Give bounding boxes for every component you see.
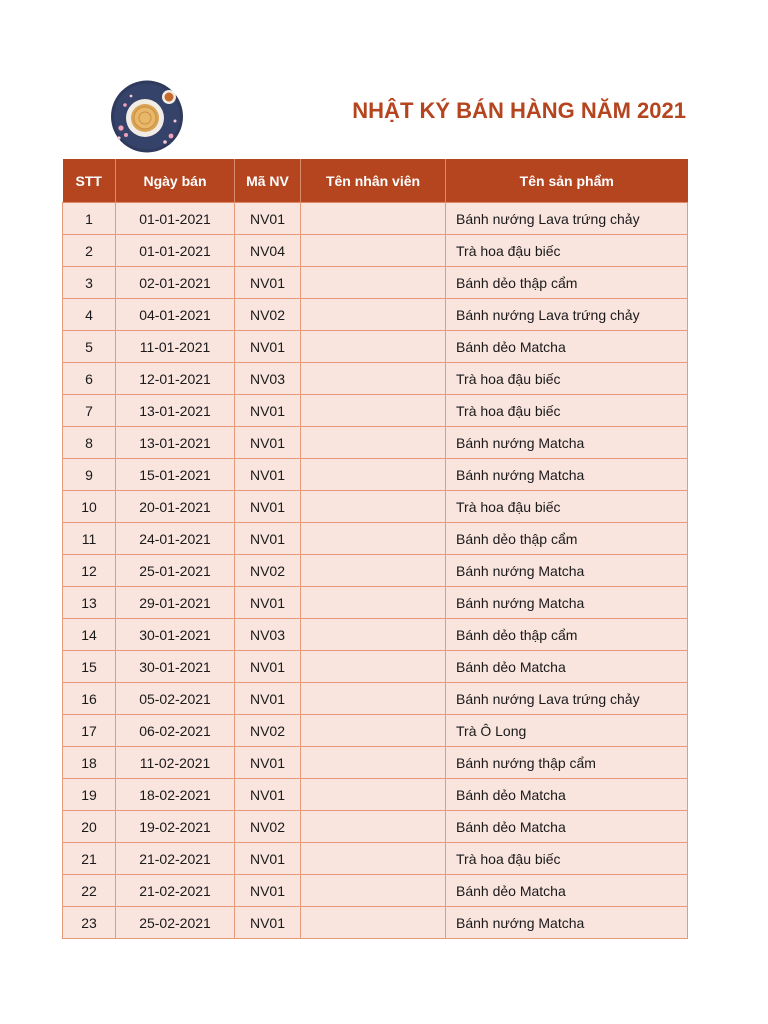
cell-employee-id: NV01 bbox=[235, 843, 301, 875]
cell-stt: 11 bbox=[63, 523, 116, 555]
table-row bbox=[63, 875, 688, 907]
cell-employee-id: NV01 bbox=[235, 267, 301, 299]
table-row bbox=[63, 363, 688, 395]
cell-employee-id: NV01 bbox=[235, 907, 301, 939]
cell-product-name: Bánh nướng Matcha bbox=[446, 907, 688, 939]
cell-sale-date: 13-01-2021 bbox=[116, 395, 235, 427]
cell-stt: 9 bbox=[63, 459, 116, 491]
cell-employee-name bbox=[301, 587, 446, 619]
table-row bbox=[63, 331, 688, 363]
cell-sale-date: 25-01-2021 bbox=[116, 555, 235, 587]
table-row bbox=[63, 715, 688, 747]
table-row bbox=[63, 907, 688, 939]
cell-employee-name bbox=[301, 299, 446, 331]
cell-employee-name bbox=[301, 363, 446, 395]
cell-sale-date: 01-01-2021 bbox=[116, 203, 235, 235]
cell-employee-name bbox=[301, 683, 446, 715]
cell-product-name: Trà hoa đậu biếc bbox=[446, 843, 688, 875]
cell-sale-date: 06-02-2021 bbox=[116, 715, 235, 747]
cell-employee-id: NV01 bbox=[235, 523, 301, 555]
cell-stt: 13 bbox=[63, 587, 116, 619]
cell-stt: 5 bbox=[63, 331, 116, 363]
table-row bbox=[63, 203, 688, 235]
table-row bbox=[63, 811, 688, 843]
cell-employee-name bbox=[301, 619, 446, 651]
header-employee-name: Tên nhân viên bbox=[301, 159, 446, 203]
cell-product-name: Bánh dẻo Matcha bbox=[446, 779, 688, 811]
cell-employee-id: NV02 bbox=[235, 555, 301, 587]
cell-employee-name bbox=[301, 843, 446, 875]
cell-employee-name bbox=[301, 651, 446, 683]
cell-product-name: Bánh nướng Matcha bbox=[446, 587, 688, 619]
cell-employee-id: NV03 bbox=[235, 619, 301, 651]
cell-stt: 10 bbox=[63, 491, 116, 523]
cell-employee-name bbox=[301, 395, 446, 427]
table-row bbox=[63, 651, 688, 683]
cell-stt: 12 bbox=[63, 555, 116, 587]
cell-sale-date: 15-01-2021 bbox=[116, 459, 235, 491]
cell-product-name: Bánh nướng thập cẩm bbox=[446, 747, 688, 779]
table-row bbox=[63, 299, 688, 331]
cell-sale-date: 20-01-2021 bbox=[116, 491, 235, 523]
cell-employee-name bbox=[301, 331, 446, 363]
table-row bbox=[63, 619, 688, 651]
cell-employee-name bbox=[301, 555, 446, 587]
table-row bbox=[63, 683, 688, 715]
cell-sale-date: 04-01-2021 bbox=[116, 299, 235, 331]
cell-stt: 7 bbox=[63, 395, 116, 427]
cell-product-name: Bánh nướng Lava trứng chảy bbox=[446, 203, 688, 235]
header-sale-date: Ngày bán bbox=[116, 159, 235, 203]
cell-product-name: Trà Ô Long bbox=[446, 715, 688, 747]
table-row bbox=[63, 779, 688, 811]
cell-employee-id: NV01 bbox=[235, 459, 301, 491]
cell-stt: 3 bbox=[63, 267, 116, 299]
cell-product-name: Trà hoa đậu biếc bbox=[446, 235, 688, 267]
cell-employee-id: NV01 bbox=[235, 395, 301, 427]
cell-stt: 1 bbox=[63, 203, 116, 235]
cell-product-name: Bánh dẻo Matcha bbox=[446, 331, 688, 363]
cell-sale-date: 01-01-2021 bbox=[116, 235, 235, 267]
cell-stt: 4 bbox=[63, 299, 116, 331]
cell-employee-id: NV01 bbox=[235, 203, 301, 235]
table-row bbox=[63, 843, 688, 875]
table-header-row bbox=[63, 159, 688, 203]
table-row bbox=[63, 523, 688, 555]
cell-product-name: Bánh nướng Matcha bbox=[446, 459, 688, 491]
cell-employee-id: NV03 bbox=[235, 363, 301, 395]
cell-sale-date: 18-02-2021 bbox=[116, 779, 235, 811]
cell-stt: 18 bbox=[63, 747, 116, 779]
cell-sale-date: 30-01-2021 bbox=[116, 619, 235, 651]
cell-stt: 14 bbox=[63, 619, 116, 651]
cell-stt: 21 bbox=[63, 843, 116, 875]
cell-product-name: Bánh nướng Matcha bbox=[446, 555, 688, 587]
table-row bbox=[63, 395, 688, 427]
cell-employee-name bbox=[301, 427, 446, 459]
header-employee-id: Mã NV bbox=[235, 159, 301, 203]
cell-sale-date: 05-02-2021 bbox=[116, 683, 235, 715]
table-row bbox=[63, 587, 688, 619]
cell-employee-name bbox=[301, 235, 446, 267]
cell-sale-date: 24-01-2021 bbox=[116, 523, 235, 555]
header-product-name: Tên sản phẩm bbox=[446, 159, 688, 203]
cell-employee-id: NV02 bbox=[235, 715, 301, 747]
cell-employee-id: NV02 bbox=[235, 299, 301, 331]
cell-employee-name bbox=[301, 779, 446, 811]
cell-product-name: Bánh dẻo thập cẩm bbox=[446, 619, 688, 651]
table-row bbox=[63, 491, 688, 523]
cell-sale-date: 21-02-2021 bbox=[116, 875, 235, 907]
cell-sale-date: 25-02-2021 bbox=[116, 907, 235, 939]
cell-sale-date: 19-02-2021 bbox=[116, 811, 235, 843]
cell-employee-id: NV01 bbox=[235, 683, 301, 715]
table-row bbox=[63, 459, 688, 491]
cell-employee-id: NV01 bbox=[235, 491, 301, 523]
cell-employee-id: NV04 bbox=[235, 235, 301, 267]
cell-employee-id: NV01 bbox=[235, 779, 301, 811]
table-row bbox=[63, 235, 688, 267]
header-stt: STT bbox=[63, 159, 116, 203]
sales-log-table bbox=[62, 159, 688, 939]
table-row bbox=[63, 555, 688, 587]
cell-employee-name bbox=[301, 267, 446, 299]
cell-employee-id: NV01 bbox=[235, 651, 301, 683]
mooncake-icon bbox=[109, 80, 185, 153]
cell-employee-name bbox=[301, 203, 446, 235]
cell-stt: 20 bbox=[63, 811, 116, 843]
cell-employee-id: NV01 bbox=[235, 427, 301, 459]
cell-sale-date: 12-01-2021 bbox=[116, 363, 235, 395]
cell-employee-id: NV01 bbox=[235, 587, 301, 619]
cell-product-name: Bánh dẻo Matcha bbox=[446, 651, 688, 683]
cell-product-name: Bánh dẻo Matcha bbox=[446, 811, 688, 843]
cell-stt: 2 bbox=[63, 235, 116, 267]
cell-product-name: Bánh nướng Lava trứng chảy bbox=[446, 683, 688, 715]
cell-employee-name bbox=[301, 491, 446, 523]
cell-product-name: Trà hoa đậu biếc bbox=[446, 395, 688, 427]
cell-stt: 8 bbox=[63, 427, 116, 459]
cell-sale-date: 29-01-2021 bbox=[116, 587, 235, 619]
cell-sale-date: 30-01-2021 bbox=[116, 651, 235, 683]
cell-stt: 6 bbox=[63, 363, 116, 395]
cell-product-name: Bánh nướng Lava trứng chảy bbox=[446, 299, 688, 331]
cell-stt: 22 bbox=[63, 875, 116, 907]
cell-product-name: Bánh nướng Matcha bbox=[446, 427, 688, 459]
cell-sale-date: 11-01-2021 bbox=[116, 331, 235, 363]
cell-employee-name bbox=[301, 811, 446, 843]
cell-sale-date: 21-02-2021 bbox=[116, 843, 235, 875]
cell-employee-name bbox=[301, 907, 446, 939]
cell-sale-date: 13-01-2021 bbox=[116, 427, 235, 459]
table-row bbox=[63, 427, 688, 459]
cell-stt: 19 bbox=[63, 779, 116, 811]
cell-product-name: Trà hoa đậu biếc bbox=[446, 491, 688, 523]
cell-stt: 16 bbox=[63, 683, 116, 715]
cell-product-name: Trà hoa đậu biếc bbox=[446, 363, 688, 395]
cell-sale-date: 02-01-2021 bbox=[116, 267, 235, 299]
cell-employee-name bbox=[301, 715, 446, 747]
table-row bbox=[63, 747, 688, 779]
cell-employee-id: NV01 bbox=[235, 331, 301, 363]
cell-employee-id: NV01 bbox=[235, 875, 301, 907]
page-title: NHẬT KÝ BÁN HÀNG NĂM 2021 bbox=[352, 98, 686, 123]
cell-employee-name bbox=[301, 523, 446, 555]
cell-employee-id: NV01 bbox=[235, 747, 301, 779]
cell-employee-name bbox=[301, 875, 446, 907]
cell-stt: 15 bbox=[63, 651, 116, 683]
cell-product-name: Bánh dẻo thập cẩm bbox=[446, 267, 688, 299]
cell-stt: 17 bbox=[63, 715, 116, 747]
cell-stt: 23 bbox=[63, 907, 116, 939]
cell-product-name: Bánh dẻo Matcha bbox=[446, 875, 688, 907]
table-row bbox=[63, 267, 688, 299]
cell-product-name: Bánh dẻo thập cẩm bbox=[446, 523, 688, 555]
cell-sale-date: 11-02-2021 bbox=[116, 747, 235, 779]
cell-employee-name bbox=[301, 459, 446, 491]
cell-employee-name bbox=[301, 747, 446, 779]
cell-employee-id: NV02 bbox=[235, 811, 301, 843]
